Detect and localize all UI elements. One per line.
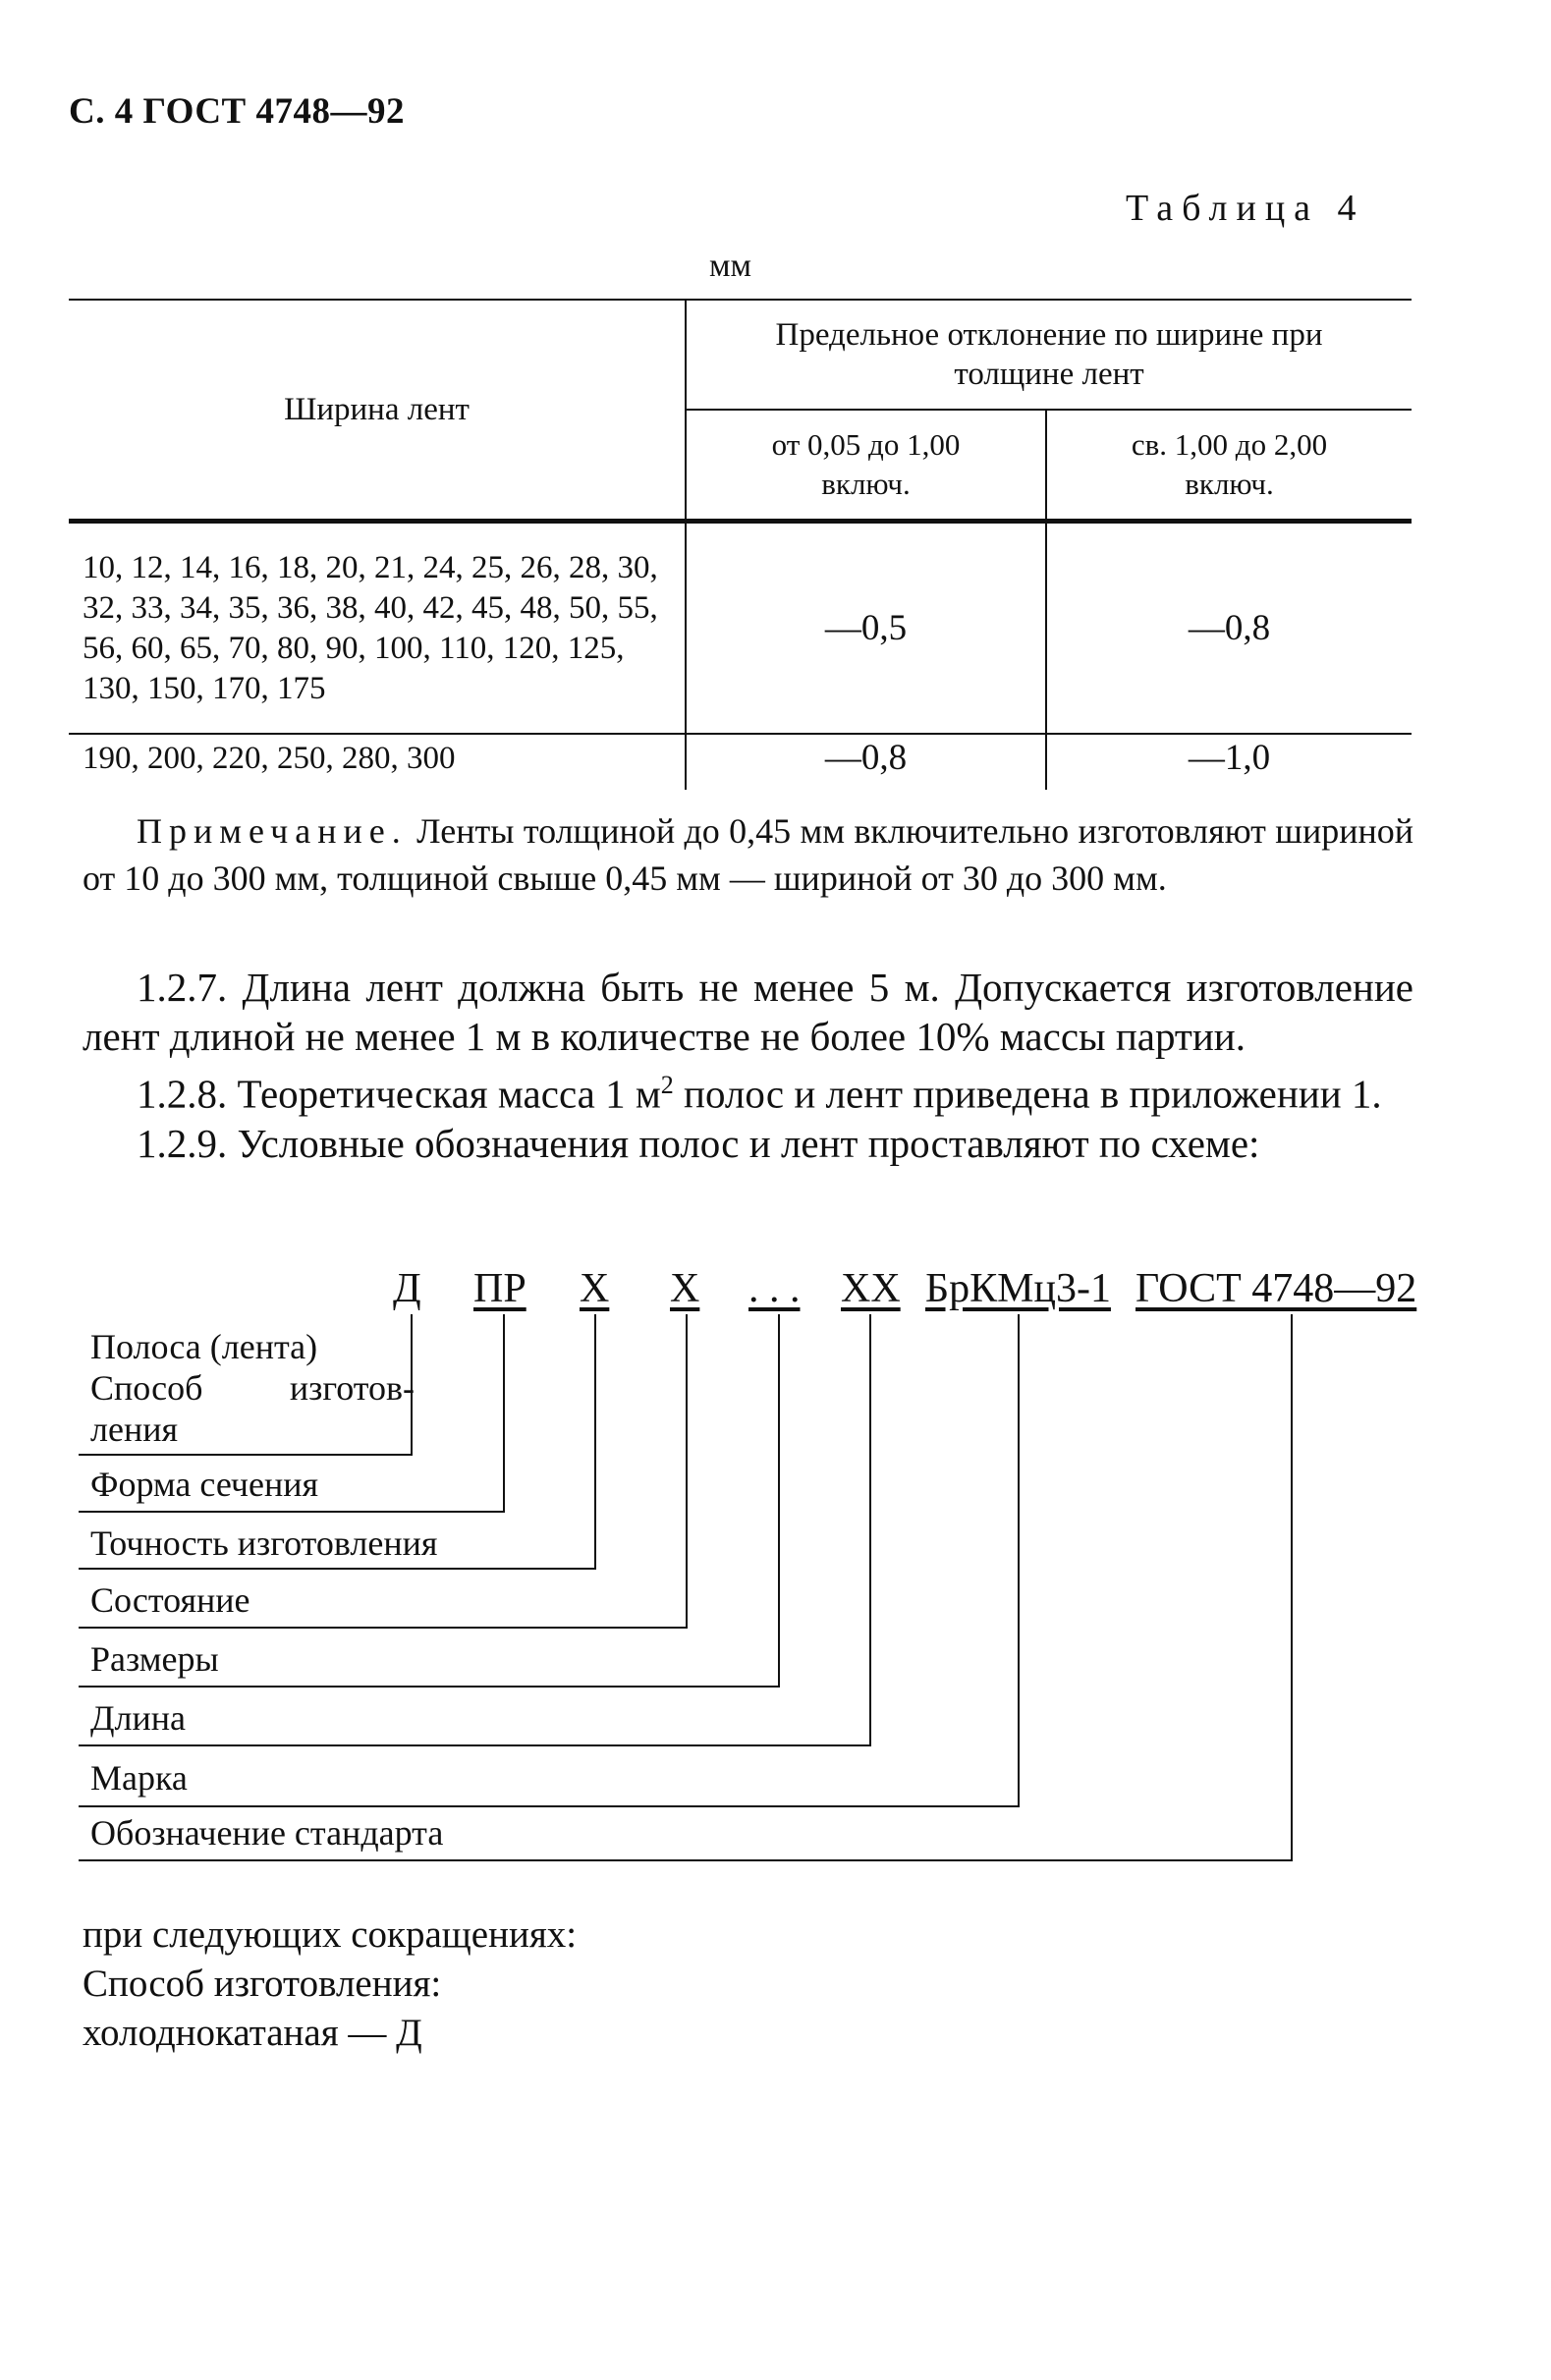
col-header-width: Ширина лент — [69, 300, 686, 522]
clause-1-2-9: 1.2.9. Условные обозначения полос и лент проставляют по схеме: — [137, 1120, 1260, 1166]
connector-line — [594, 1314, 596, 1568]
label-section-shape: Форма сечения — [90, 1465, 319, 1504]
code-grade: БрКМц3-1 — [925, 1266, 1111, 1311]
clauses — [83, 963, 1413, 1168]
code-sizes: . . . — [748, 1266, 801, 1311]
code-length: ХХ — [841, 1266, 901, 1311]
label-sizes: Размеры — [90, 1639, 219, 1679]
sub-col-header-2-text: св. 1,00 до 2,00 включ. — [1131, 427, 1328, 501]
code-section-shape: ПР — [473, 1266, 526, 1311]
label-accuracy: Точность изготовления — [90, 1523, 438, 1563]
connector-line — [1291, 1314, 1293, 1859]
text-line: холоднокатаная — Д — [83, 2012, 422, 2054]
connector-line — [503, 1314, 505, 1511]
sub-col-header-1-text: от 0,05 до 1,00 включ. — [771, 427, 961, 501]
col-header-deviation-text: Предельное отклонение по ширине при толщине лент — [775, 317, 1323, 392]
clause-1-2-8-part-b: полос и лент приведена в приложении 1. — [673, 1071, 1382, 1117]
table-row — [69, 522, 1412, 735]
label-standard: Обозначение стандарта — [90, 1813, 444, 1853]
connector-line — [686, 1314, 688, 1627]
deviation-cell: —0,8 — [1046, 522, 1412, 735]
label-length: Длина — [90, 1698, 187, 1738]
label-strip: Полоса (лента) — [90, 1327, 318, 1366]
connector-line — [778, 1314, 780, 1686]
abbreviations-intro — [83, 1910, 577, 2058]
page-header: С. 4 ГОСТ 4748—92 — [69, 91, 405, 132]
width-tolerance-table — [69, 299, 1412, 790]
label-state: Состояние — [90, 1580, 250, 1620]
connector-line — [79, 1686, 780, 1688]
label-grade: Марка — [90, 1758, 188, 1798]
note-label: Примечание. — [137, 811, 408, 851]
code-accuracy: Х — [580, 1266, 610, 1311]
deviation-cell: —1,0 — [1046, 734, 1412, 790]
clause-1-2-7: 1.2.7. Длина лент должна быть не менее 5 м. Допускается изготовление лент длиной не менее 1 м в количестве не более 10% массы партии. — [83, 965, 1413, 1059]
superscript: 2 — [660, 1071, 674, 1099]
sub-col-header-1 — [686, 410, 1046, 522]
connector-line — [869, 1314, 871, 1744]
connector-line — [79, 1511, 505, 1513]
connector-line — [79, 1568, 596, 1570]
widths-cell: 190, 200, 220, 250, 280, 300 — [69, 734, 686, 790]
label-method-line2: ления — [90, 1410, 179, 1449]
table-label: Таблица 4 — [1126, 188, 1365, 229]
sub-col-header-2 — [1046, 410, 1412, 522]
clause-1-2-8 — [83, 1061, 1413, 1119]
text-line: при следующих сокращениях: — [83, 1913, 578, 1956]
connector-line — [79, 1805, 1020, 1807]
table-units: мм — [709, 248, 752, 284]
connector-line — [79, 1859, 1293, 1861]
table-row — [69, 734, 1412, 790]
col-header-deviation — [686, 300, 1412, 410]
widths-cell: 10, 12, 14, 16, 18, 20, 21, 24, 25, 26, 28, 30, 32, 33, 34, 35, 36, 38, 40, 42, 45, 48, 50, 55, 56, 60, 65, 70, 80, 90, 100, 110, 120, 125, 130, 150, 170, 175 — [69, 522, 686, 735]
deviation-cell: —0,5 — [686, 522, 1046, 735]
label-method — [90, 1367, 415, 1450]
code-standard: ГОСТ 4748—92 — [1136, 1266, 1417, 1311]
deviation-cell: —0,8 — [686, 734, 1046, 790]
table-note — [83, 807, 1413, 902]
connector-line — [79, 1627, 688, 1629]
code-state: Х — [670, 1266, 700, 1311]
clause-1-2-8-part-a: 1.2.8. Теоретическая масса 1 м — [137, 1071, 661, 1117]
connector-line — [79, 1454, 413, 1456]
text-line: Способ изготовления: — [83, 1963, 442, 2005]
note-text: Ленты толщиной до 0,45 мм включительно изготовляют шириной от 10 до 300 мм, толщиной свыше 0,45 мм — шириной от 30 до 300 мм. — [83, 811, 1413, 898]
connector-line — [79, 1744, 871, 1746]
label-method-line1: Способ изготов- — [90, 1368, 415, 1408]
code-method: Д — [393, 1266, 421, 1311]
connector-line — [1018, 1314, 1020, 1805]
